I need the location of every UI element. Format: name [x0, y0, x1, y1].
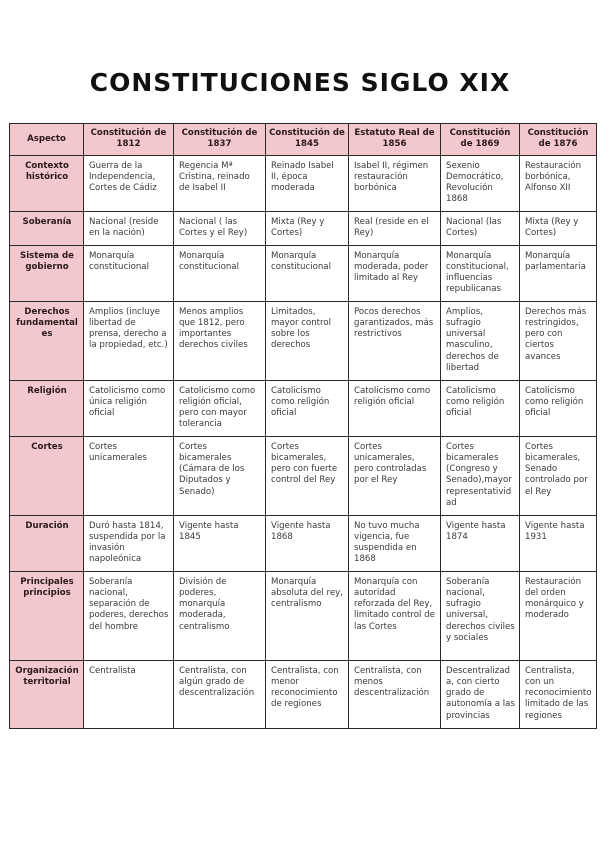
table-cell: Catolicismo como religión oficial	[266, 380, 349, 436]
table-cell: Monarquía parlamentaria	[520, 245, 597, 301]
table-cell: Regencia Mª Cristina, reinado de Isabel II	[174, 155, 266, 211]
row-label: Sistema de gobierno	[10, 245, 84, 301]
table-cell: Reinado Isabel II, época moderada	[266, 155, 349, 211]
table-row	[10, 155, 597, 211]
row-label: Organización territorial	[10, 660, 84, 728]
page-title: CONSTITUCIONES SIGLO XIX	[89, 68, 511, 97]
table-cell: Centralista	[84, 660, 174, 728]
header-cell: Constitución de 1869	[441, 124, 520, 156]
table-cell: Cortes bicamerales, Senado controlado por el Rey	[520, 436, 597, 515]
table-cell: División de poderes, monarquía moderada, centralismo	[174, 571, 266, 660]
table-cell: Monarquía moderada, poder limitado al Rey	[349, 245, 441, 301]
table-cell: Derechos más restringidos, pero con ciertos avances	[520, 301, 597, 380]
table-cell: Cortes bicamerales (Congreso y Senado),mayor representatividad	[441, 436, 520, 515]
table-cell: Monarquía constitucional	[174, 245, 266, 301]
table-cell: Monarquía con autoridad reforzada del Rey, limitado control de las Cortes	[349, 571, 441, 660]
table-row	[10, 515, 597, 571]
table-cell: Real (reside en el Rey)	[349, 211, 441, 245]
table-cell: Mixta (Rey y Cortes)	[266, 211, 349, 245]
table-cell: Guerra de la Independencia, Cortes de Cádiz	[84, 155, 174, 211]
table-cell: Monarquía constitucional	[266, 245, 349, 301]
table-cell: Vigente hasta 1931	[520, 515, 597, 571]
table-cell: Centralista, con un reconocimiento limitado de las regiones	[520, 660, 597, 728]
table-cell: Monarquía absoluta del rey, centralismo	[266, 571, 349, 660]
header-cell: Estatuto Real de 1856	[349, 124, 441, 156]
constitutions-table	[9, 123, 597, 729]
row-label: Soberanía	[10, 211, 84, 245]
table-cell: Vigente hasta 1845	[174, 515, 266, 571]
row-label: Religión	[10, 380, 84, 436]
table-cell: Limitados, mayor control sobre los derechos	[266, 301, 349, 380]
table-row	[10, 380, 597, 436]
table-cell: Cortes bicamerales, pero con fuerte control del Rey	[266, 436, 349, 515]
table-cell: Nacional (reside en la nación)	[84, 211, 174, 245]
table-row	[10, 660, 597, 728]
row-label: Derechos fundamentales	[10, 301, 84, 380]
table-cell: Nacional ( las Cortes y el Rey)	[174, 211, 266, 245]
table-cell: Catolicismo como religión oficial	[520, 380, 597, 436]
table-cell: Centralista, con algún grado de descentralización	[174, 660, 266, 728]
table-cell: Soberanía nacional, separación de poderes, derechos del hombre	[84, 571, 174, 660]
table-cell: Nacional (las Cortes)	[441, 211, 520, 245]
row-label: Contexto histórico	[10, 155, 84, 211]
table-cell: Vigente hasta 1874	[441, 515, 520, 571]
table-cell: Vigente hasta 1868	[266, 515, 349, 571]
header-cell: Constitución de 1837	[174, 124, 266, 156]
table-row	[10, 245, 597, 301]
table-cell: Catolicismo como religión oficial	[349, 380, 441, 436]
table-cell: Descentralizada, con cierto grado de autonomía a las provincias	[441, 660, 520, 728]
table-cell: Cortes unicamerales	[84, 436, 174, 515]
table-cell: Duró hasta 1814, suspendida por la invasión napoleónica	[84, 515, 174, 571]
row-label: Principales principios	[10, 571, 84, 660]
table-row	[10, 301, 597, 380]
table-row	[10, 571, 597, 660]
row-label: Duración	[10, 515, 84, 571]
header-row	[10, 124, 597, 156]
table-cell: Monarquía constitucional	[84, 245, 174, 301]
table-cell: Monarquía constitucional, influencias republicanas	[441, 245, 520, 301]
table-cell: Pocos derechos garantizados, más restrictivos	[349, 301, 441, 380]
row-label: Cortes	[10, 436, 84, 515]
table-cell: Catolicismo como única religión oficial	[84, 380, 174, 436]
header-cell: Constitución de 1876	[520, 124, 597, 156]
table-cell: Restauración del orden monárquico y moderado	[520, 571, 597, 660]
table-cell: No tuvo mucha vigencia, fue suspendida en 1868	[349, 515, 441, 571]
header-cell: Constitución de 1845	[266, 124, 349, 156]
table-row	[10, 211, 597, 245]
table-row	[10, 436, 597, 515]
table-cell: Amplios, sufragio universal masculino, derechos de libertad	[441, 301, 520, 380]
table-cell: Sexenio Democrático, Revolución 1868	[441, 155, 520, 211]
table-cell: Mixta (Rey y Cortes)	[520, 211, 597, 245]
table-cell: Catolicismo como religión oficial	[441, 380, 520, 436]
table-cell: Amplios (incluye libertad de prensa, derecho a la propiedad, etc.)	[84, 301, 174, 380]
table-cell: Soberanía nacional, sufragio universal, derechos civiles y sociales	[441, 571, 520, 660]
table-cell: Cortes unicamerales, pero controladas por el Rey	[349, 436, 441, 515]
table-cell: Menos amplios que 1812, pero importantes derechos civiles	[174, 301, 266, 380]
table-cell: Catolicismo como religión oficial, pero con mayor tolerancia	[174, 380, 266, 436]
table-cell: Centralista, con menor reconocimiento de regiones	[266, 660, 349, 728]
table-cell: Isabel II, régimen restauración borbónica	[349, 155, 441, 211]
header-cell: Constitución de 1812	[84, 124, 174, 156]
table-cell: Centralista, con menos descentralización	[349, 660, 441, 728]
header-cell: Aspecto	[10, 124, 84, 156]
table-cell: Restauración borbónica, Alfonso XII	[520, 155, 597, 211]
table-cell: Cortes bicamerales (Cámara de los Diputados y Senado)	[174, 436, 266, 515]
